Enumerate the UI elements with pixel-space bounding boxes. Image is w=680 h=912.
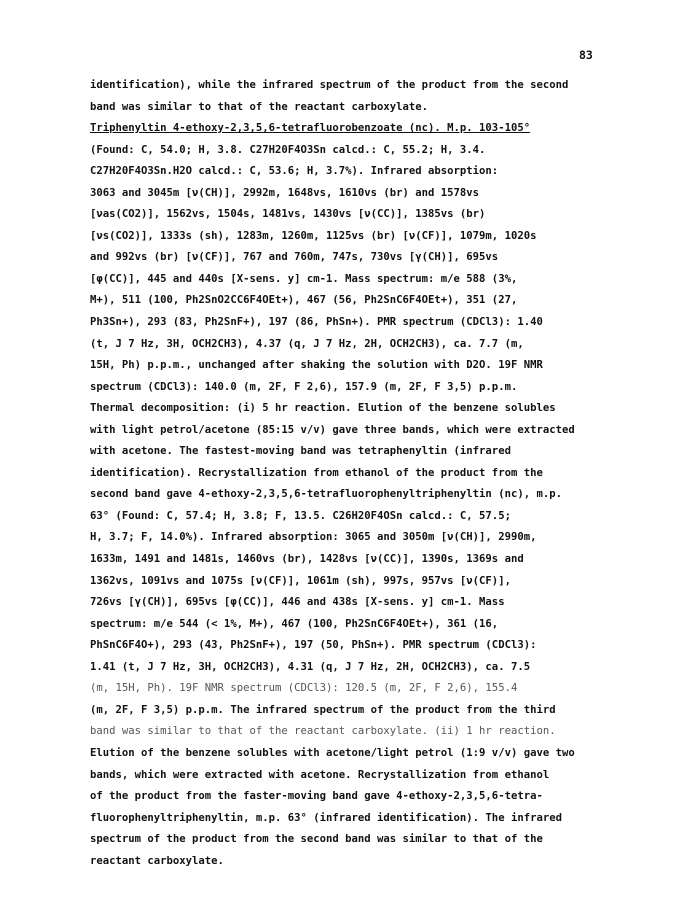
text-line: with acetone. The fastest-moving band was tetraphenyltin (infrared bbox=[90, 445, 511, 458]
text-line: (m, 2F, F 3,5) p.p.m. The infrared spectrum of the product from the third bbox=[90, 703, 556, 716]
text-line: [νas(CO2)], 1562vs, 1504s, 1481vs, 1430vs [ν(CC)], 1385vs (br) bbox=[90, 208, 486, 221]
text-line: 1362vs, 1091vs and 1075s [ν(CF)], 1061m (sh), 997s, 957vs [ν(CF)], bbox=[90, 574, 511, 587]
text-line: M+), 511 (100, Ph2SnO2CC6F4OEt+), 467 (56, Ph2SnC6F4OEt+), 351 (27, bbox=[90, 294, 518, 307]
text-line: 63° (Found: C, 57.4; H, 3.8; F, 13.5. C26H20F4OSn calcd.: C, 57.5; bbox=[90, 509, 511, 522]
text-line: 1633m, 1491 and 1481s, 1460vs (br), 1428vs [ν(CC)], 1390s, 1369s and bbox=[90, 553, 524, 566]
page-number: 83 bbox=[579, 48, 593, 62]
text-line: Ph3Sn+), 293 (83, Ph2SnF+), 197 (86, PhSn+). PMR spectrum (CDCl3): 1.40 bbox=[90, 316, 543, 329]
text-line: C27H20F4O3Sn.H2O calcd.: C, 53.6; H, 3.7%). Infrared absorption: bbox=[90, 165, 499, 178]
text-line: spectrum of the product from the second band was similar to that of the bbox=[90, 833, 543, 846]
text-line: (Found: C, 54.0; H, 3.8. C27H20F4O3Sn calcd.: C, 55.2; H, 3.4. bbox=[90, 143, 486, 156]
text-line: 15H, Ph) p.p.m., unchanged after shaking the solution with D2O. 19F NMR bbox=[90, 359, 543, 372]
text-line: and 992vs (br) [ν(CF)], 767 and 760m, 747s, 730vs [γ(CH)], 695vs bbox=[90, 251, 499, 264]
text-line: (t, J 7 Hz, 3H, OCH2CH3), 4.37 (q, J 7 Hz, 2H, OCH2CH3), ca. 7.7 (m, bbox=[90, 337, 524, 350]
text-line: second band gave 4-ethoxy-2,3,5,6-tetrafluorophenyltriphenyltin (nc), m.p. bbox=[90, 488, 562, 501]
text-line: with light petrol/acetone (85:15 v/v) gave three bands, which were extracted bbox=[90, 423, 575, 436]
text-line: Elution of the benzene solubles with acetone/light petrol (1:9 v/v) gave two bbox=[90, 746, 575, 759]
text-line: [νs(CO2)], 1333s (sh), 1283m, 1260m, 1125vs (br) [ν(CF)], 1079m, 1020s bbox=[90, 229, 537, 242]
text-line: of the product from the faster-moving band gave 4-ethoxy-2,3,5,6-tetra- bbox=[90, 790, 543, 803]
text-line: 1.41 (t, J 7 Hz, 3H, OCH2CH3), 4.31 (q, J 7 Hz, 2H, OCH2CH3), ca. 7.5 bbox=[90, 660, 531, 673]
text-line: identification), while the infrared spectrum of the product from the second bbox=[90, 79, 569, 91]
text-line: 3063 and 3045m [ν(CH)], 2992m, 1648vs, 1610vs (br) and 1578vs bbox=[90, 186, 480, 199]
text-line: identification). Recrystallization from ethanol of the product from the bbox=[90, 466, 543, 479]
text-line: reactant carboxylate. bbox=[90, 854, 224, 867]
text-line: spectrum (CDCl3): 140.0 (m, 2F, F 2,6), 157.9 (m, 2F, F 3,5) p.p.m. bbox=[90, 380, 518, 393]
text-line: H, 3.7; F, 14.0%). Infrared absorption: 3065 and 3050m [ν(CH)], 2990m, bbox=[90, 531, 537, 544]
text-line: Thermal decomposition: (i) 5 hr reaction. Elution of the benzene solubles bbox=[90, 402, 556, 415]
compound-heading-line: Triphenyltin 4-ethoxy-2,3,5,6-tetrafluorobenzoate (nc). M.p. 103-105° bbox=[90, 122, 531, 135]
text-line: PhSnC6F4O+), 293 (43, Ph2SnF+), 197 (50, PhSn+). PMR spectrum (CDCl3): bbox=[90, 639, 537, 652]
text-line: fluorophenyltriphenyltin, m.p. 63° (infrared identification). The infrared bbox=[90, 811, 562, 824]
text-line: [φ(CC)], 445 and 440s [X-sens. y] cm-1. Mass spectrum: m/e 588 (3%, bbox=[90, 272, 518, 285]
text-line: 726vs [γ(CH)], 695vs [φ(CC)], 446 and 438s [X-sens. y] cm-1. Mass bbox=[90, 596, 505, 609]
body-text bbox=[90, 75, 600, 872]
text-line-faded: (m, 15H, Ph). 19F NMR spectrum (CDCl3): 120.5 (m, 2F, F 2,6), 155.4 bbox=[90, 682, 518, 695]
text-line: bands, which were extracted with acetone. Recrystallization from ethanol bbox=[90, 768, 550, 781]
text-line: spectrum: m/e 544 (< 1%, M+), 467 (100, Ph2SnC6F4OEt+), 361 (16, bbox=[90, 617, 499, 630]
text-line: band was similar to that of the reactant carboxylate. bbox=[90, 100, 429, 113]
text-line-faded: band was similar to that of the reactant carboxylate. (ii) 1 hr reaction. bbox=[90, 725, 556, 738]
